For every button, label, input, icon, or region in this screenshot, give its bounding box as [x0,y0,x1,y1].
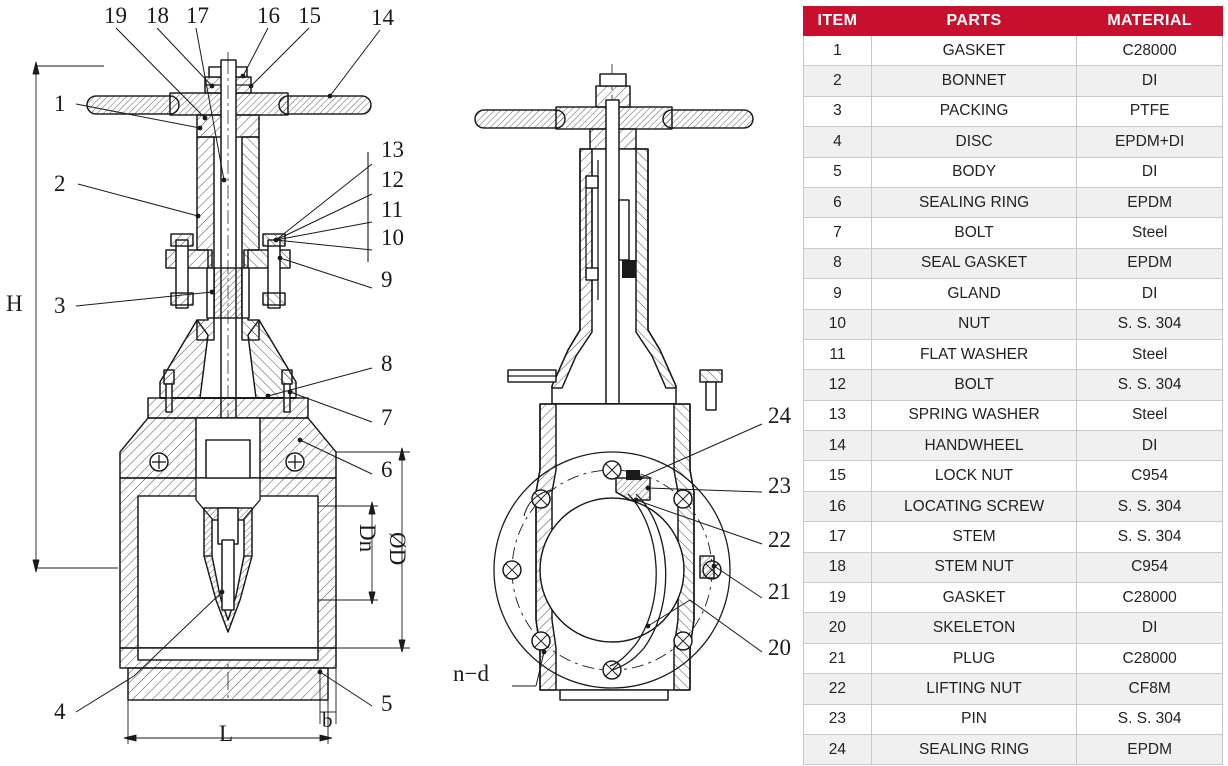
callout-4: 4 [54,699,66,724]
callout-12: 12 [381,167,404,192]
cell-material: EPDM [1077,734,1223,764]
cell-material: S. S. 304 [1077,522,1223,552]
cell-part: GASKET [871,583,1076,613]
cell-item: 12 [804,370,872,400]
callout-6: 6 [381,457,393,482]
cell-material: C28000 [1077,643,1223,673]
table-row [804,127,1223,157]
cell-item: 11 [804,339,872,369]
cell-item: 1 [804,36,872,66]
dimension-flange-thickness-label: b [322,708,333,732]
callout-2: 2 [54,171,66,196]
cell-part: STEM [871,522,1076,552]
cell-part: PIN [871,704,1076,734]
callout-17: 17 [186,3,209,28]
cell-part: BONNET [871,66,1076,96]
callout-7: 7 [381,405,393,430]
cell-item: 13 [804,400,872,430]
cell-material: C954 [1077,461,1223,491]
valve-section-view [33,28,410,744]
cell-item: 22 [804,674,872,704]
table-row [804,552,1223,582]
table-row [804,66,1223,96]
table-row [804,248,1223,278]
table-row [804,491,1223,521]
callout-22: 22 [768,527,791,552]
cell-item: 24 [804,734,872,764]
cell-material: EPDM [1077,187,1223,217]
cell-part: LOCK NUT [871,461,1076,491]
dimension-bolt-holes-label: n−d [453,661,489,686]
table-header-row [804,7,1223,36]
cell-item: 18 [804,552,872,582]
cell-item: 17 [804,522,872,552]
cell-material: CF8M [1077,674,1223,704]
cell-material: S. S. 304 [1077,309,1223,339]
cell-part: PACKING [871,96,1076,126]
cell-part: BODY [871,157,1076,187]
cell-part: DISC [871,127,1076,157]
cell-part: LIFTING NUT [871,674,1076,704]
callout-24: 24 [768,403,791,428]
cell-item: 16 [804,491,872,521]
dimension-flange-diameter-label: ØD [385,532,410,566]
cell-part: PLUG [871,643,1076,673]
cell-part: NUT [871,309,1076,339]
cell-item: 9 [804,279,872,309]
column-header-material: MATERIAL [1077,7,1223,36]
cell-item: 10 [804,309,872,339]
table-row [804,187,1223,217]
cell-material: DI [1077,431,1223,461]
callout-18: 18 [146,3,169,28]
cell-material: C28000 [1077,583,1223,613]
cell-part: GLAND [871,279,1076,309]
cell-item: 3 [804,96,872,126]
table-row [804,157,1223,187]
table-row [804,674,1223,704]
cell-material: C954 [1077,552,1223,582]
cell-part: FLAT WASHER [871,339,1076,369]
cell-material: PTFE [1077,96,1223,126]
cell-material: S. S. 304 [1077,370,1223,400]
callout-16: 16 [257,3,280,28]
table-row [804,96,1223,126]
dimension-dn-label: Dn [355,524,380,553]
callout-19: 19 [104,3,127,28]
table-row [804,643,1223,673]
callout-15: 15 [298,3,321,28]
cell-part: GASKET [871,36,1076,66]
callout-5: 5 [381,691,393,716]
cell-item: 5 [804,157,872,187]
table-row [804,400,1223,430]
callout-1: 1 [54,91,66,116]
valve-side-view [475,64,762,700]
cell-part: SKELETON [871,613,1076,643]
table-row [804,613,1223,643]
column-header-item: ITEM [804,7,872,36]
cell-item: 20 [804,613,872,643]
cell-material: DI [1077,279,1223,309]
table-row [804,522,1223,552]
cell-part: STEM NUT [871,552,1076,582]
cell-material: DI [1077,157,1223,187]
callout-3: 3 [54,293,66,318]
cell-item: 19 [804,583,872,613]
cell-material: Steel [1077,218,1223,248]
cell-part: SEAL GASKET [871,248,1076,278]
cell-item: 15 [804,461,872,491]
dimension-height-label: H [6,291,23,316]
cell-part: SPRING WASHER [871,400,1076,430]
cell-material: Steel [1077,339,1223,369]
cell-part: SEALING RING [871,187,1076,217]
cell-item: 23 [804,704,872,734]
cell-item: 8 [804,248,872,278]
cell-part: BOLT [871,218,1076,248]
cell-item: 21 [804,643,872,673]
table-row [804,36,1223,66]
table-row [804,339,1223,369]
cell-part: SEALING RING [871,734,1076,764]
cell-item: 4 [804,127,872,157]
cell-material: DI [1077,613,1223,643]
dimension-length-label: L [219,721,234,746]
cell-item: 7 [804,218,872,248]
callout-23: 23 [768,473,791,498]
cell-material: S. S. 304 [1077,491,1223,521]
callout-11: 11 [381,197,404,222]
cell-part: LOCATING SCREW [871,491,1076,521]
table-row [804,583,1223,613]
cell-item: 6 [804,187,872,217]
cell-material: C28000 [1077,36,1223,66]
callout-13: 13 [381,137,404,162]
column-header-parts: PARTS [871,7,1076,36]
table-row [804,461,1223,491]
table-row [804,431,1223,461]
table-row [804,704,1223,734]
callout-8: 8 [381,351,393,376]
callout-9: 9 [381,267,393,292]
table-row [804,309,1223,339]
cell-part: BOLT [871,370,1076,400]
cell-material: Steel [1077,400,1223,430]
cell-part: HANDWHEEL [871,431,1076,461]
cell-material: EPDM+DI [1077,127,1223,157]
cell-material: S. S. 304 [1077,704,1223,734]
cell-material: DI [1077,66,1223,96]
callout-14: 14 [371,5,394,30]
cell-item: 2 [804,66,872,96]
parts-list-table [803,6,1223,765]
table-row [804,218,1223,248]
table-row [804,734,1223,764]
callout-20: 20 [768,635,791,660]
table-row [804,279,1223,309]
cell-item: 14 [804,431,872,461]
callout-10: 10 [381,225,404,250]
callout-21: 21 [768,579,791,604]
cell-material: EPDM [1077,248,1223,278]
table-row [804,370,1223,400]
